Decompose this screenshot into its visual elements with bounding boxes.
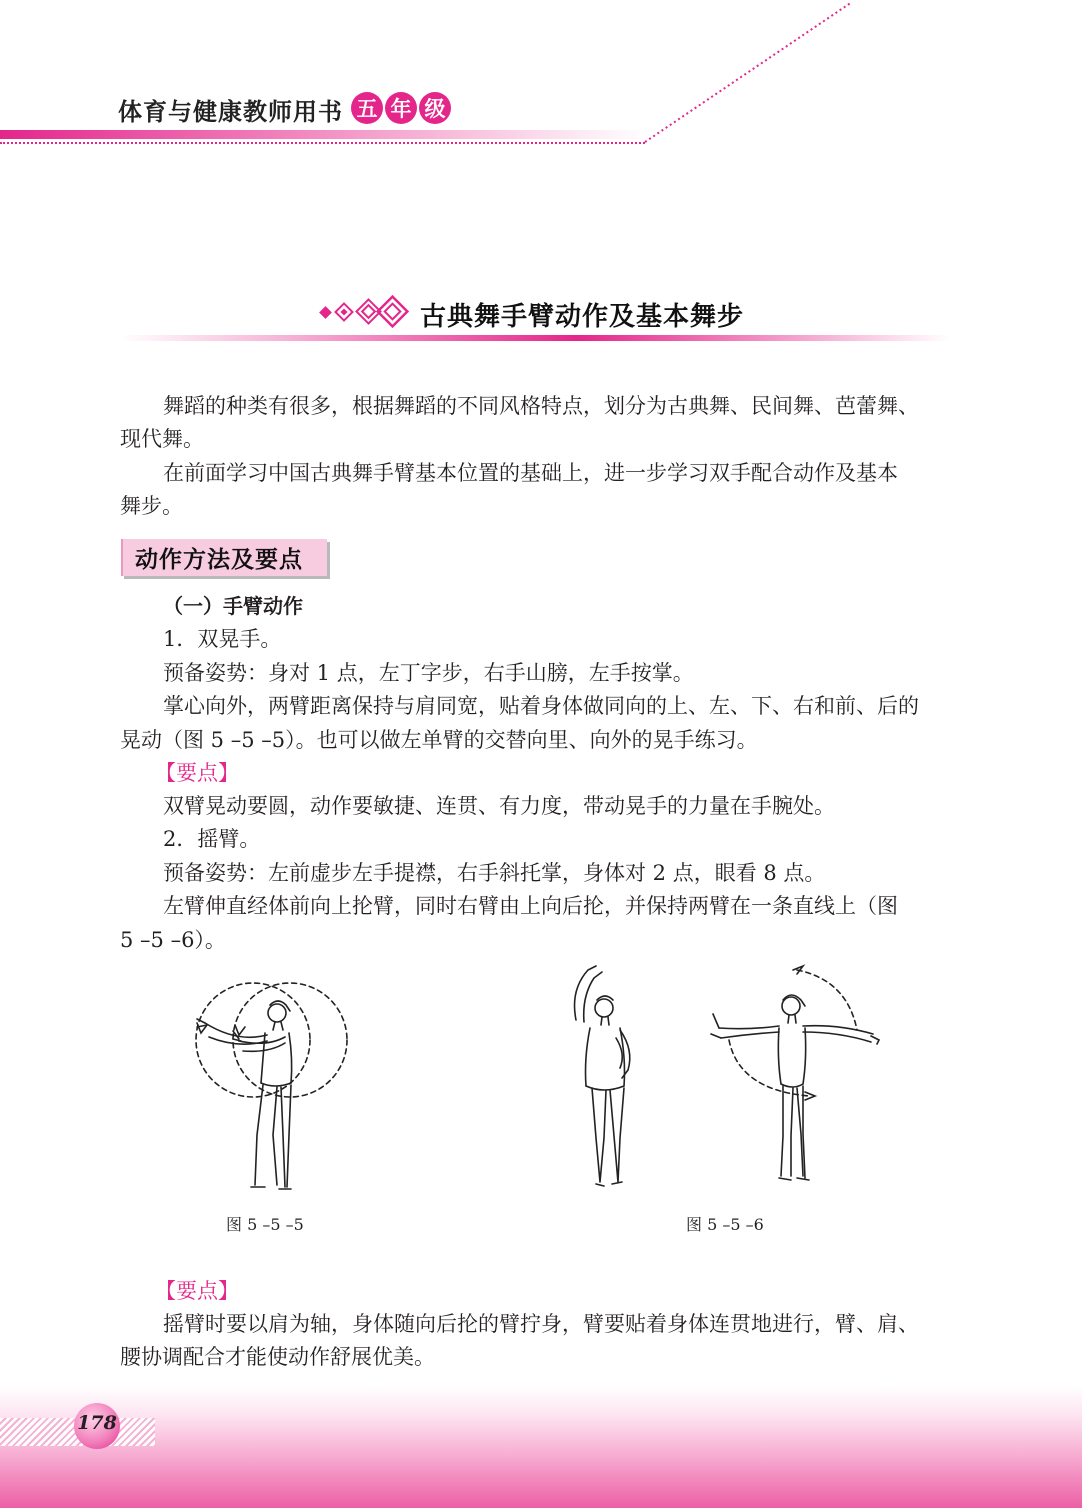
section-title: 古典舞手臂动作及基本舞步 [420, 302, 745, 332]
arm-movements-subheading: （一）手臂动作 [163, 594, 303, 618]
item1-desc-line2: 晃动（图 5 –5 –5）。也可以做左单臂的交替向里、向外的晃手练习。 [120, 728, 758, 752]
item2-title: 2．摇臂。 [163, 827, 261, 851]
item2-keypoint-line1: 摇臂时要以肩为轴，身体随向后抡的臂拧身，臂要贴着身体连贯地进行，臂、肩、 [163, 1312, 919, 1336]
item1-title: 1．双晃手。 [163, 627, 282, 651]
item1-desc-line1: 掌心向外，两臂距离保持与肩同宽，贴着身体做同向的上、左、下、右和前、后的 [163, 694, 919, 718]
book-title: 体育与健康教师用书 [118, 97, 343, 126]
item2-prep: 预备姿势：左前虚步左手提襟，右手斜托掌，身体对 2 点，眼看 8 点。 [163, 861, 826, 885]
item1-keypoint: 双臂晃动要圆，动作要敏捷、连贯、有力度，带动晃手的力量在手腕处。 [163, 794, 835, 818]
method-heading: 动作方法及要点 [135, 547, 303, 573]
grade-badges [351, 92, 451, 124]
intro-p2-line2: 舞步。 [120, 494, 183, 518]
header-dotted-rule [0, 142, 645, 144]
item2-desc-line2: 5 –5 –6）。 [120, 928, 226, 952]
diamond-ornament-icon [318, 296, 408, 330]
header-diagonal-dots [640, 0, 860, 145]
intro-p1-line1: 舞蹈的种类有很多，根据舞蹈的不同风格特点，划分为古典舞、民间舞、芭蕾舞、 [163, 394, 919, 418]
figure-swing-arm-motion-illustration [705, 960, 890, 1190]
footer-band [0, 1386, 1082, 1508]
item1-prep: 预备姿势：身对 1 点，左丁字步，右手山膀，左手按掌。 [163, 661, 694, 685]
section-rule [120, 335, 950, 341]
item2-desc-line1: 左臂伸直经体前向上抡臂，同时右臂由上向后抡，并保持两臂在一条直线上（图 [163, 894, 898, 918]
keypoint-label-1: 【要点】 [155, 761, 239, 785]
intro-p2-line1: 在前面学习中国古典舞手臂基本位置的基础上，进一步学习双手配合动作及基本 [163, 461, 898, 485]
figure-double-sway-illustration [185, 975, 355, 1200]
grade-badge-five: 五 [351, 92, 383, 124]
header-bar [0, 130, 650, 139]
keypoint-label-2: 【要点】 [155, 1279, 239, 1303]
figure-swing-arm-prep-illustration [560, 960, 650, 1200]
item2-keypoint-line2: 腰协调配合才能使动作舒展优美。 [120, 1345, 435, 1369]
grade-badge-year: 年 [385, 92, 417, 124]
figure-caption-2: 图 5 –5 –6 [686, 1215, 764, 1234]
grade-badge-level: 级 [419, 92, 451, 124]
figure-caption-1: 图 5 –5 –5 [226, 1215, 304, 1234]
intro-p1-line2: 现代舞。 [120, 427, 204, 451]
page-number: 178 [77, 1412, 117, 1434]
